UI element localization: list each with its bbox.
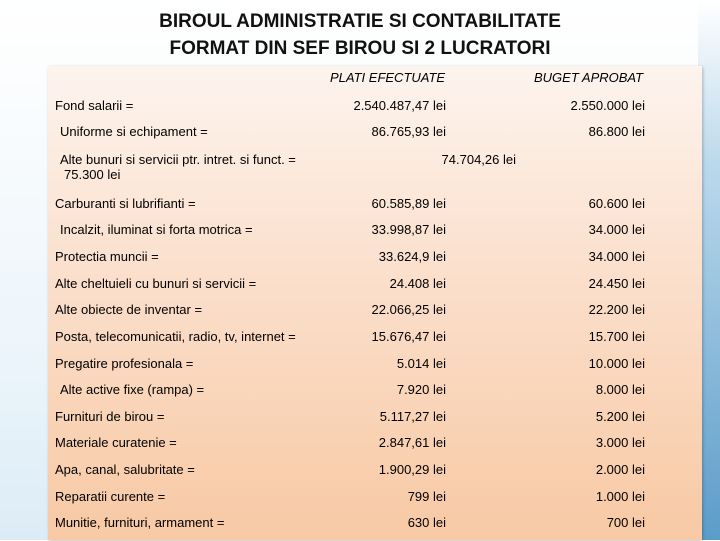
table-row <box>48 382 702 408</box>
row-label-continuation: 75.300 lei <box>64 167 121 182</box>
row-label: Alte bunuri si servicii ptr. intret. si funct. = <box>60 152 296 167</box>
row-budget: 2.000 lei <box>595 462 645 477</box>
row-paid: 2.540.487,47 lei <box>353 98 446 113</box>
table-row <box>48 98 702 124</box>
header-budget: BUGET APROBAT <box>534 70 644 85</box>
row-paid: 15.676,47 lei <box>371 329 446 344</box>
table-row <box>48 196 702 222</box>
row-label: Fond salarii = <box>55 98 134 113</box>
row-label: Alte cheltuieli cu bunuri si servicii = <box>55 276 257 291</box>
row-label: Furnituri de birou = <box>55 409 165 424</box>
table-row <box>48 435 702 461</box>
row-budget: 1.000 lei <box>595 489 645 504</box>
row-paid: 630 lei <box>407 515 446 530</box>
table-row <box>48 124 702 150</box>
table-row <box>48 222 702 248</box>
row-budget: 15.700 lei <box>588 329 645 344</box>
row-label: Apa, canal, salubritate = <box>55 462 195 477</box>
row-paid: 7.920 lei <box>396 382 446 397</box>
expenses-table <box>48 66 702 540</box>
row-budget: 5.200 lei <box>595 409 645 424</box>
table-row <box>48 276 702 302</box>
row-budget: 60.600 lei <box>588 196 645 211</box>
row-budget: 34.000 lei <box>588 222 645 237</box>
row-budget: 8.000 lei <box>595 382 645 397</box>
table-row <box>48 462 702 488</box>
row-label: Pregatire profesionala = <box>55 356 194 371</box>
table-row <box>48 249 702 275</box>
row-paid: 1.900,29 lei <box>378 462 446 477</box>
row-label: Munitie, furnituri, armament = <box>55 515 225 530</box>
row-label: Reparatii curente = <box>55 489 166 504</box>
table-row <box>48 409 702 435</box>
row-paid: 60.585,89 lei <box>371 196 446 211</box>
slide-title-line-2: FORMAT DIN SEF BIROU SI 2 LUCRATORI <box>169 38 551 59</box>
row-label: Incalzit, iluminat si forta motrica = <box>60 222 253 237</box>
row-label: Alte active fixe (rampa) = <box>60 382 205 397</box>
row-budget: 2.550.000 lei <box>570 98 645 113</box>
row-label: Carburanti si lubrifianti = <box>55 196 196 211</box>
row-paid: 5.014 lei <box>396 356 446 371</box>
table-row <box>48 329 702 355</box>
row-budget: 700 lei <box>606 515 645 530</box>
header-paid: PLATI EFECTUATE <box>330 70 446 85</box>
row-budget: 24.450 lei <box>588 276 645 291</box>
row-label: Uniforme si echipament = <box>60 124 208 139</box>
row-paid: 74.704,26 lei <box>441 152 516 167</box>
row-label: Materiale curatenie = <box>55 435 177 450</box>
table-row <box>48 515 702 541</box>
table-row <box>48 152 702 184</box>
slide-title-line-1: BIROUL ADMINISTRATIE SI CONTABILITATE <box>159 11 561 32</box>
row-label: Posta, telecomunicatii, radio, tv, internet = <box>55 329 296 344</box>
row-paid: 86.765,93 lei <box>371 124 446 139</box>
row-paid: 24.408 lei <box>389 276 446 291</box>
row-label: Alte obiecte de inventar = <box>55 302 203 317</box>
row-budget: 10.000 lei <box>588 356 645 371</box>
row-paid: 33.624,9 lei <box>378 249 446 264</box>
row-budget: 3.000 lei <box>595 435 645 450</box>
table-row <box>48 489 702 515</box>
row-budget: 86.800 lei <box>588 124 645 139</box>
row-paid: 22.066,25 lei <box>371 302 446 317</box>
row-budget: 34.000 lei <box>588 249 645 264</box>
row-label: Protectia muncii = <box>55 249 159 264</box>
table-row <box>48 356 702 382</box>
row-paid: 5.117,27 lei <box>379 409 446 424</box>
row-paid: 33.998,87 lei <box>371 222 446 237</box>
row-paid: 2.847,61 lei <box>378 435 446 450</box>
row-paid: 799 lei <box>407 489 446 504</box>
table-row <box>48 302 702 328</box>
row-budget: 22.200 lei <box>588 302 645 317</box>
